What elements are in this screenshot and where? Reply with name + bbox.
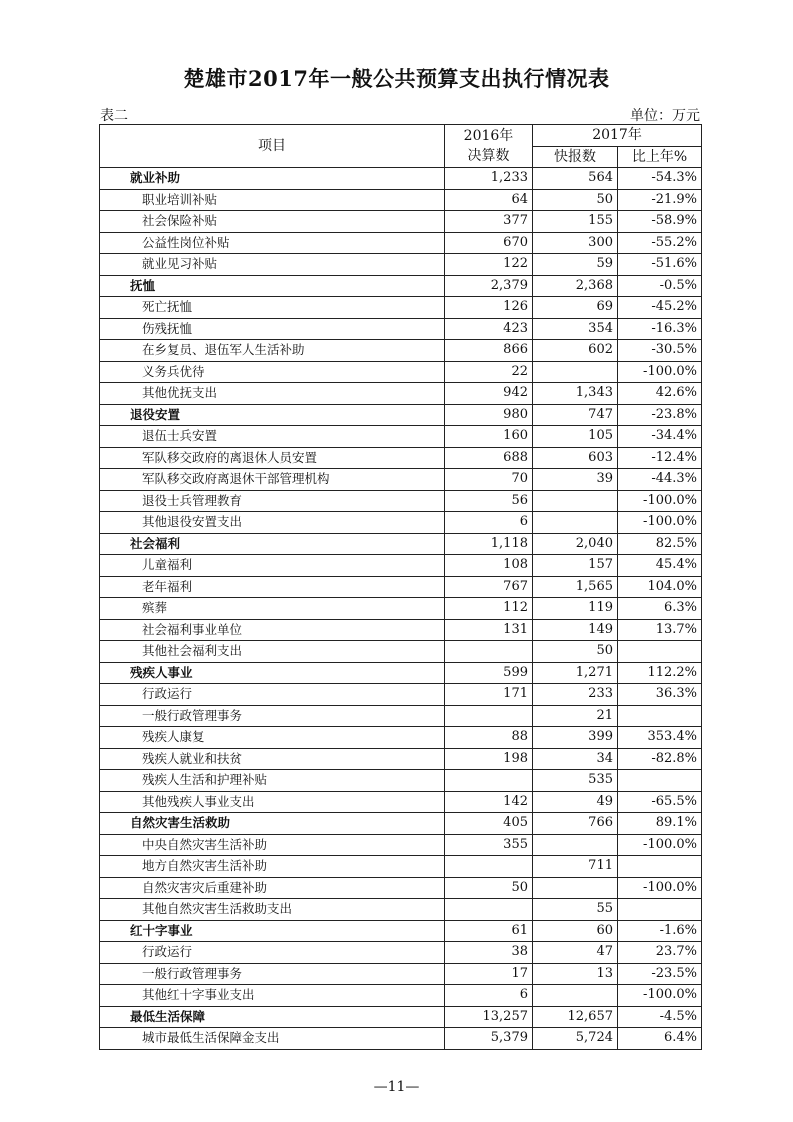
row-name: 就业补助 [100, 168, 445, 190]
table-number: 表二 [100, 108, 128, 124]
row-2016-value: 61 [445, 920, 533, 942]
row-name: 其他优抚支出 [100, 383, 445, 405]
row-2016-value [445, 770, 533, 792]
row-2016-value: 405 [445, 813, 533, 835]
row-name: 行政运行 [100, 942, 445, 964]
row-2017-value: 13 [533, 963, 618, 985]
category-row [100, 168, 702, 190]
category-row [100, 404, 702, 426]
header-2016-year: 2016年 [463, 128, 514, 144]
row-2017-value: 354 [533, 318, 618, 340]
row-change-pct: 112.2% [618, 662, 702, 684]
row-2017-value: 747 [533, 404, 618, 426]
table-row [100, 727, 702, 749]
row-change-pct: 36.3% [618, 684, 702, 706]
table-row [100, 770, 702, 792]
row-change-pct: -100.0% [618, 834, 702, 856]
row-2016-value: 13,257 [445, 1006, 533, 1028]
row-2016-value: 688 [445, 447, 533, 469]
row-2017-value: 155 [533, 211, 618, 233]
row-2017-value: 2,040 [533, 533, 618, 555]
row-2017-value: 69 [533, 297, 618, 319]
row-change-pct: -23.8% [618, 404, 702, 426]
row-name: 自然灾害生活救助 [100, 813, 445, 835]
row-2016-value: 126 [445, 297, 533, 319]
row-2016-value: 2,379 [445, 275, 533, 297]
row-change-pct: -58.9% [618, 211, 702, 233]
row-2016-value: 56 [445, 490, 533, 512]
table-row [100, 705, 702, 727]
row-change-pct: -100.0% [618, 985, 702, 1007]
row-name: 军队移交政府离退休干部管理机构 [100, 469, 445, 491]
row-name: 就业见习补贴 [100, 254, 445, 276]
row-2016-value: 1,118 [445, 533, 533, 555]
table-row [100, 254, 702, 276]
row-2017-value [533, 985, 618, 1007]
row-2017-value: 602 [533, 340, 618, 362]
row-2017-value: 34 [533, 748, 618, 770]
row-2016-value: 122 [445, 254, 533, 276]
header-flash: 快报数 [533, 146, 618, 168]
row-2017-value: 119 [533, 598, 618, 620]
page-title: 楚雄市2017年一般公共预算支出执行情况表 [183, 66, 610, 91]
row-change-pct [618, 641, 702, 663]
row-2016-value: 17 [445, 963, 533, 985]
table-row [100, 963, 702, 985]
row-name: 职业培训补贴 [100, 189, 445, 211]
row-2017-value: 233 [533, 684, 618, 706]
row-name: 中央自然灾害生活补助 [100, 834, 445, 856]
table-row [100, 641, 702, 663]
row-change-pct: 82.5% [618, 533, 702, 555]
row-2016-value: 112 [445, 598, 533, 620]
table-row [100, 598, 702, 620]
table-row [100, 791, 702, 813]
row-2017-value: 535 [533, 770, 618, 792]
row-change-pct: 89.1% [618, 813, 702, 835]
row-change-pct: -21.9% [618, 189, 702, 211]
row-change-pct: -16.3% [618, 318, 702, 340]
row-2017-value: 50 [533, 189, 618, 211]
row-name: 残疾人事业 [100, 662, 445, 684]
row-name: 伤残抚恤 [100, 318, 445, 340]
row-change-pct: -34.4% [618, 426, 702, 448]
row-change-pct: 13.7% [618, 619, 702, 641]
row-2017-value: 399 [533, 727, 618, 749]
row-change-pct: 42.6% [618, 383, 702, 405]
budget-table [99, 124, 702, 1050]
row-name: 社会福利事业单位 [100, 619, 445, 641]
row-name: 最低生活保障 [100, 1006, 445, 1028]
row-2016-value [445, 856, 533, 878]
table-row [100, 383, 702, 405]
row-2016-value: 22 [445, 361, 533, 383]
row-change-pct [618, 770, 702, 792]
row-2017-value: 49 [533, 791, 618, 813]
row-name: 殡葬 [100, 598, 445, 620]
row-change-pct: 104.0% [618, 576, 702, 598]
table-row [100, 447, 702, 469]
unit-label: 单位：万元 [630, 108, 700, 124]
row-2017-value [533, 490, 618, 512]
row-2016-value: 1,233 [445, 168, 533, 190]
row-2017-value: 766 [533, 813, 618, 835]
row-2017-value: 564 [533, 168, 618, 190]
row-change-pct: -12.4% [618, 447, 702, 469]
row-2017-value: 60 [533, 920, 618, 942]
row-name: 在乡复员、退伍军人生活补助 [100, 340, 445, 362]
row-name: 红十字事业 [100, 920, 445, 942]
row-2017-value: 55 [533, 899, 618, 921]
row-name: 军队移交政府的离退休人员安置 [100, 447, 445, 469]
row-name: 残疾人生活和护理补贴 [100, 770, 445, 792]
row-2017-value: 21 [533, 705, 618, 727]
table-row [100, 490, 702, 512]
row-2017-value: 1,343 [533, 383, 618, 405]
row-2016-value: 108 [445, 555, 533, 577]
row-change-pct: 6.3% [618, 598, 702, 620]
row-2017-value: 300 [533, 232, 618, 254]
row-change-pct: 6.4% [618, 1028, 702, 1050]
row-name: 一般行政管理事务 [100, 963, 445, 985]
row-name: 社会保险补贴 [100, 211, 445, 233]
category-row [100, 813, 702, 835]
row-change-pct [618, 705, 702, 727]
row-name: 抚恤 [100, 275, 445, 297]
row-name: 残疾人康复 [100, 727, 445, 749]
row-2017-value: 149 [533, 619, 618, 641]
table-row [100, 297, 702, 319]
table-header [100, 125, 702, 168]
row-change-pct: -100.0% [618, 877, 702, 899]
table-row [100, 684, 702, 706]
row-2016-value: 6 [445, 985, 533, 1007]
row-name: 其他退役安置支出 [100, 512, 445, 534]
row-change-pct: 45.4% [618, 555, 702, 577]
row-2016-value [445, 705, 533, 727]
row-2016-value: 50 [445, 877, 533, 899]
row-change-pct: -4.5% [618, 1006, 702, 1028]
row-name: 其他自然灾害生活救助支出 [100, 899, 445, 921]
row-change-pct: -55.2% [618, 232, 702, 254]
row-name: 退伍士兵安置 [100, 426, 445, 448]
row-2016-value: 131 [445, 619, 533, 641]
row-2016-value: 767 [445, 576, 533, 598]
row-2017-value [533, 361, 618, 383]
row-2016-value: 423 [445, 318, 533, 340]
row-change-pct: -30.5% [618, 340, 702, 362]
row-2016-value: 866 [445, 340, 533, 362]
table-row [100, 899, 702, 921]
category-row [100, 920, 702, 942]
row-2017-value: 47 [533, 942, 618, 964]
category-row [100, 275, 702, 297]
row-change-pct [618, 899, 702, 921]
row-change-pct: -1.6% [618, 920, 702, 942]
row-2017-value [533, 512, 618, 534]
table-body [100, 168, 702, 1050]
table-row [100, 426, 702, 448]
row-2016-value: 942 [445, 383, 533, 405]
row-name: 退役安置 [100, 404, 445, 426]
table-row [100, 469, 702, 491]
row-name: 义务兵优待 [100, 361, 445, 383]
row-change-pct: -44.3% [618, 469, 702, 491]
row-2017-value: 105 [533, 426, 618, 448]
row-change-pct: -23.5% [618, 963, 702, 985]
row-change-pct: -65.5% [618, 791, 702, 813]
row-2017-value: 157 [533, 555, 618, 577]
table-row [100, 985, 702, 1007]
row-change-pct: -54.3% [618, 168, 702, 190]
row-2017-value: 711 [533, 856, 618, 878]
table-row [100, 877, 702, 899]
row-2016-value: 377 [445, 211, 533, 233]
row-2016-value: 198 [445, 748, 533, 770]
table-row [100, 211, 702, 233]
row-change-pct: -0.5% [618, 275, 702, 297]
row-name: 儿童福利 [100, 555, 445, 577]
row-2017-value [533, 877, 618, 899]
table-row [100, 834, 702, 856]
row-name: 公益性岗位补贴 [100, 232, 445, 254]
row-name: 行政运行 [100, 684, 445, 706]
row-name: 死亡抚恤 [100, 297, 445, 319]
row-2017-value: 603 [533, 447, 618, 469]
row-2016-value: 88 [445, 727, 533, 749]
row-name: 残疾人就业和扶贫 [100, 748, 445, 770]
table-row [100, 576, 702, 598]
row-2017-value: 1,565 [533, 576, 618, 598]
row-2017-value: 59 [533, 254, 618, 276]
category-row [100, 662, 702, 684]
row-2016-value: 599 [445, 662, 533, 684]
table-row [100, 1028, 702, 1050]
row-2017-value [533, 834, 618, 856]
table-row [100, 856, 702, 878]
row-name: 社会福利 [100, 533, 445, 555]
row-2016-value: 5,379 [445, 1028, 533, 1050]
table-row [100, 340, 702, 362]
row-2017-value: 5,724 [533, 1028, 618, 1050]
row-change-pct: -82.8% [618, 748, 702, 770]
table-row [100, 555, 702, 577]
category-row [100, 533, 702, 555]
row-2017-value: 39 [533, 469, 618, 491]
row-change-pct: 353.4% [618, 727, 702, 749]
row-name: 其他残疾人事业支出 [100, 791, 445, 813]
header-2017: 2017年 [533, 125, 702, 147]
row-name: 退役士兵管理教育 [100, 490, 445, 512]
row-name: 自然灾害灾后重建补助 [100, 877, 445, 899]
row-change-pct [618, 856, 702, 878]
row-name: 一般行政管理事务 [100, 705, 445, 727]
row-name: 其他红十字事业支出 [100, 985, 445, 1007]
table-row [100, 619, 702, 641]
table-row [100, 748, 702, 770]
row-name: 其他社会福利支出 [100, 641, 445, 663]
table-row [100, 232, 702, 254]
header-2016 [445, 125, 533, 168]
table-row [100, 361, 702, 383]
row-2017-value: 2,368 [533, 275, 618, 297]
row-2016-value [445, 899, 533, 921]
row-change-pct: -100.0% [618, 490, 702, 512]
row-name: 地方自然灾害生活补助 [100, 856, 445, 878]
row-change-pct: -100.0% [618, 512, 702, 534]
row-2016-value: 670 [445, 232, 533, 254]
header-item: 项目 [100, 125, 445, 168]
row-2017-value: 1,271 [533, 662, 618, 684]
row-2016-value: 142 [445, 791, 533, 813]
table-row [100, 512, 702, 534]
row-2017-value: 12,657 [533, 1006, 618, 1028]
row-2017-value: 50 [533, 641, 618, 663]
row-2016-value: 38 [445, 942, 533, 964]
row-2016-value: 6 [445, 512, 533, 534]
row-2016-value [445, 641, 533, 663]
table-row [100, 942, 702, 964]
row-2016-value: 160 [445, 426, 533, 448]
row-change-pct: -45.2% [618, 297, 702, 319]
row-change-pct: -100.0% [618, 361, 702, 383]
row-2016-value: 171 [445, 684, 533, 706]
row-change-pct: 23.7% [618, 942, 702, 964]
table-row [100, 318, 702, 340]
row-change-pct: -51.6% [618, 254, 702, 276]
table-row [100, 189, 702, 211]
category-row [100, 1006, 702, 1028]
row-name: 老年福利 [100, 576, 445, 598]
page-number: —11— [373, 1079, 420, 1095]
header-change: 比上年% [618, 146, 702, 168]
header-2016-label: 决算数 [467, 148, 510, 164]
row-2016-value: 980 [445, 404, 533, 426]
row-2016-value: 64 [445, 189, 533, 211]
row-name: 城市最低生活保障金支出 [100, 1028, 445, 1050]
row-2016-value: 355 [445, 834, 533, 856]
row-2016-value: 70 [445, 469, 533, 491]
